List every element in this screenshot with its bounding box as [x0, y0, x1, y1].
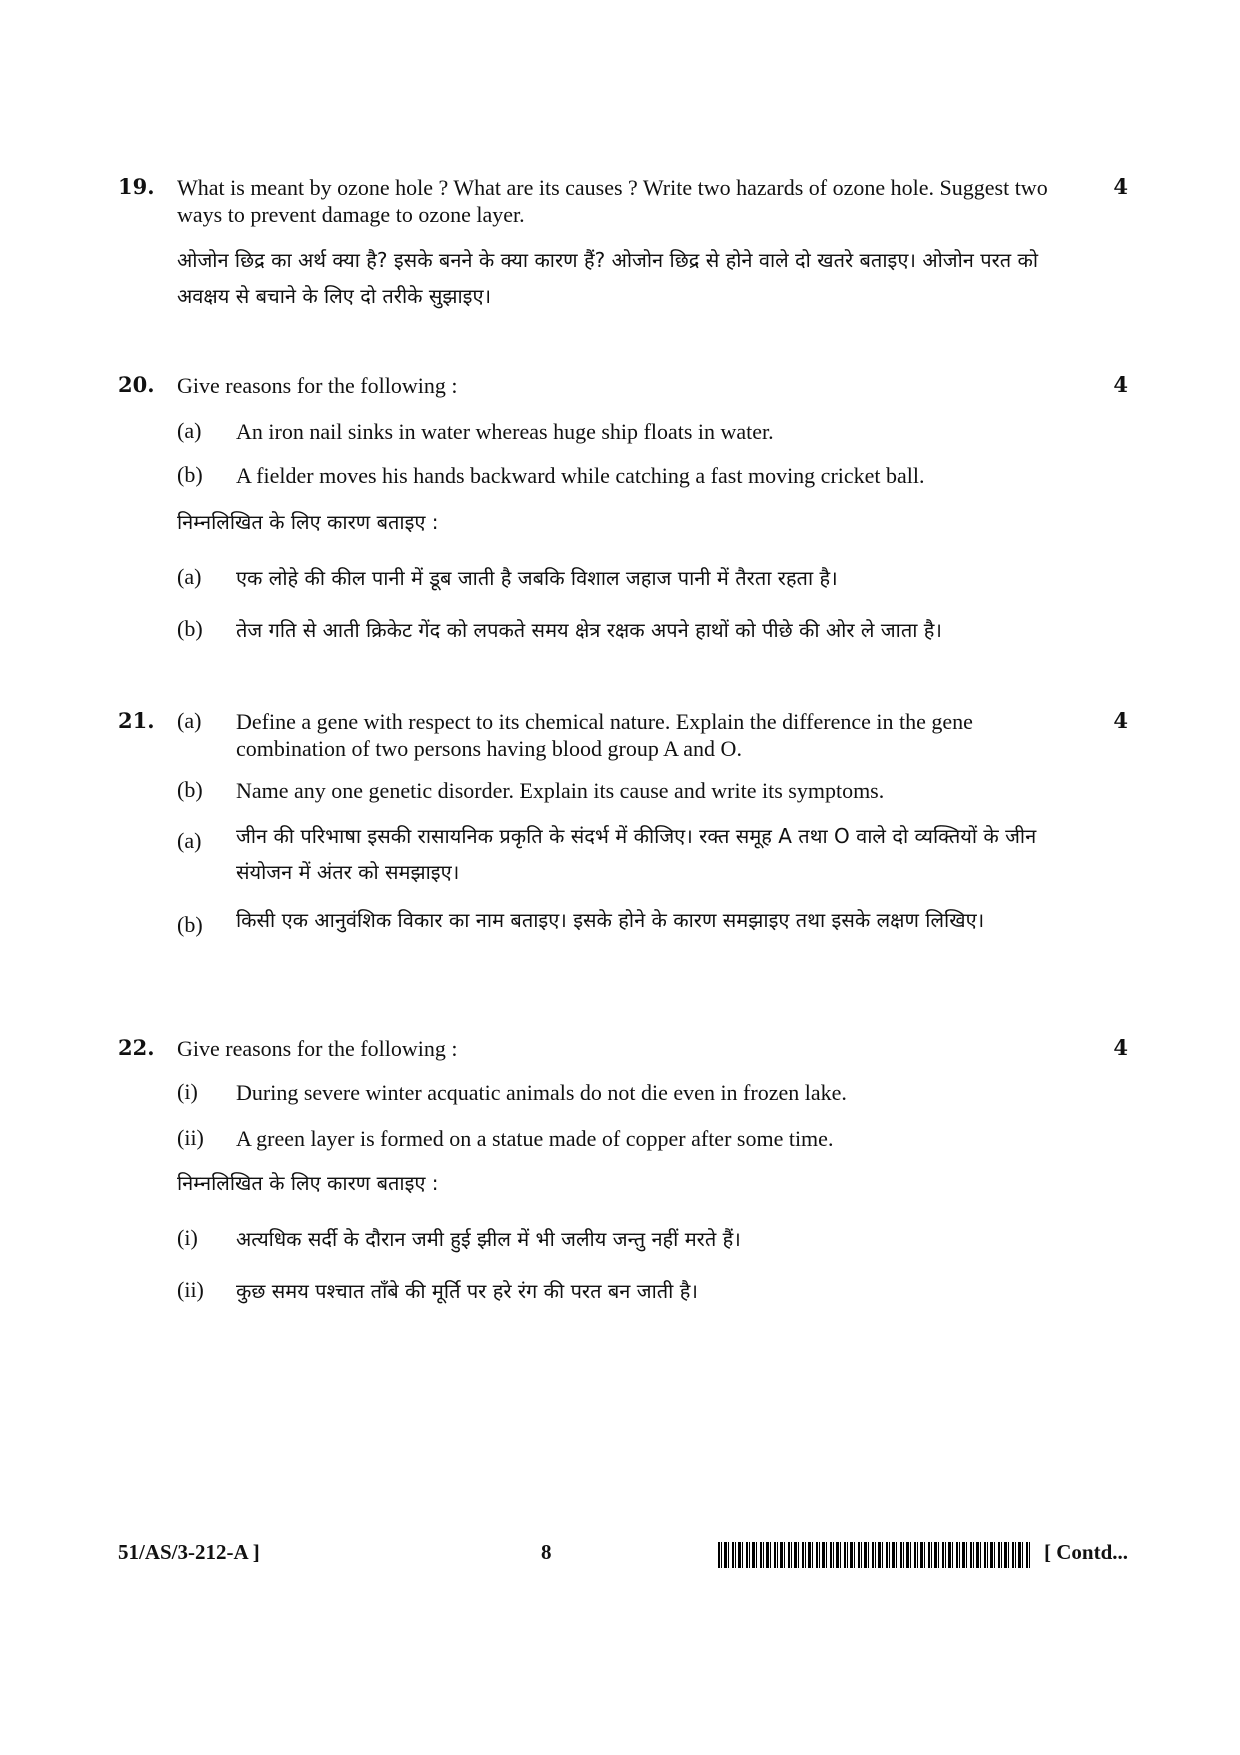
sub-question-label: (ii) [177, 1277, 204, 1302]
sub-question-label: (b) [177, 462, 203, 487]
sub-question-label: (a) [177, 708, 202, 733]
sub-question-label: (b) [177, 912, 203, 937]
sub-question-text: A fielder moves his hands backward while catching a fast moving cricket ball. [236, 463, 925, 488]
question-stem-english: Give reasons for the following : [177, 373, 458, 398]
sub-question-label: (b) [177, 616, 203, 641]
question-19 [118, 174, 1128, 314]
page-footer [118, 1540, 1128, 1574]
sub-question-text: जीन की परिभाषा इसकी रासायनिक प्रकृति के संदर्भ में कीजिए। रक्त समूह A तथा O वाले दो व्यक्तियों के जीन संयोजन में अंतर को समझाइए। [236, 824, 1037, 884]
sub-question-text: During severe winter acquatic animals do not die even in frozen lake. [236, 1080, 847, 1105]
sub-question-text: कुछ समय पश्चात ताँबे की मूर्ति पर हरे रंग की परत बन जाती है। [236, 1279, 698, 1303]
barcode-image [718, 1542, 1030, 1568]
sub-question-label: (a) [177, 418, 202, 443]
sub-question-text: एक लोहे की कील पानी में डूब जाती है जबकि विशाल जहाज पानी में तैरता रहता है। [236, 566, 838, 590]
sub-question-b-hindi [177, 612, 1077, 648]
sub-question-a-english [177, 708, 1077, 764]
sub-question-ii-english [177, 1125, 1077, 1153]
continued-label: [ Contd... [1043, 1540, 1128, 1564]
sub-question-text: अत्यधिक सर्दी के दौरान जमी हुई झील में भी जलीय जन्तु नहीं मरते हैं। [236, 1227, 741, 1251]
sub-question-i-english [177, 1079, 1077, 1107]
sub-question-b-english [177, 777, 1077, 805]
sub-question-a-hindi [177, 560, 1077, 596]
question-stem-hindi: निम्नलिखित के लिए कारण बताइए : [177, 1171, 439, 1195]
question-marks: 4 [1113, 174, 1128, 199]
sub-question-label: (a) [177, 828, 202, 853]
sub-question-label: (a) [177, 564, 202, 589]
question-marks: 4 [1113, 372, 1128, 397]
paper-code: 51/AS/3-212-A ] [118, 1540, 260, 1564]
question-22 [118, 1035, 1128, 1335]
sub-question-text: Name any one genetic disorder. Explain its cause and write its symptoms. [236, 778, 885, 803]
sub-question-label: (i) [177, 1225, 198, 1250]
question-marks: 4 [1113, 708, 1128, 733]
question-20 [118, 372, 1128, 652]
sub-question-text: A green layer is formed on a statue made of copper after some time. [236, 1126, 834, 1151]
sub-question-text: किसी एक आनुवंशिक विकार का नाम बताइए। इसके होने के कारण समझाइए तथा इसके लक्षण लिखिए। [236, 908, 985, 932]
sub-question-label: (ii) [177, 1125, 204, 1150]
sub-question-b-hindi [177, 902, 1077, 974]
sub-question-text: An iron nail sinks in water whereas huge ship floats in water. [236, 419, 774, 444]
question-number: 22. [118, 1035, 155, 1060]
page-number: 8 [541, 1540, 552, 1564]
question-text-hindi: ओजोन छिद्र का अर्थ क्या है? इसके बनने के क्या कारण हैं? ओजोन छिद्र से होने वाले दो खतरे बताइए। ओजोन परत को अवक्षय से बचाने के लिए दो तरीके सुझाइए। [177, 248, 1039, 308]
question-number: 19. [118, 174, 155, 199]
sub-question-i-hindi [177, 1221, 1077, 1257]
question-stem-hindi: निम्नलिखित के लिए कारण बताइए : [177, 510, 439, 534]
sub-question-text: तेज गति से आती क्रिकेट गेंद को लपकते समय क्षेत्र रक्षक अपने हाथों को पीछे की ओर ले जाता है। [236, 618, 942, 642]
sub-question-a-english [177, 418, 1077, 446]
sub-question-b-english [177, 462, 1077, 490]
sub-question-text: Define a gene with respect to its chemical nature. Explain the difference in the gene combination of two persons having blood group A and O. [236, 709, 973, 761]
question-text-english: What is meant by ozone hole ? What are its causes ? Write two hazards of ozone hole. Suggest two ways to prevent damage to ozone layer. [177, 175, 1048, 227]
question-number: 21. [118, 708, 155, 733]
question-number: 20. [118, 372, 155, 397]
sub-question-label: (i) [177, 1079, 198, 1104]
sub-question-label: (b) [177, 777, 203, 802]
question-stem-english: Give reasons for the following : [177, 1036, 458, 1061]
sub-question-ii-hindi [177, 1273, 1077, 1309]
question-21 [118, 708, 1128, 998]
question-marks: 4 [1113, 1035, 1128, 1060]
sub-question-a-hindi [177, 818, 1077, 890]
